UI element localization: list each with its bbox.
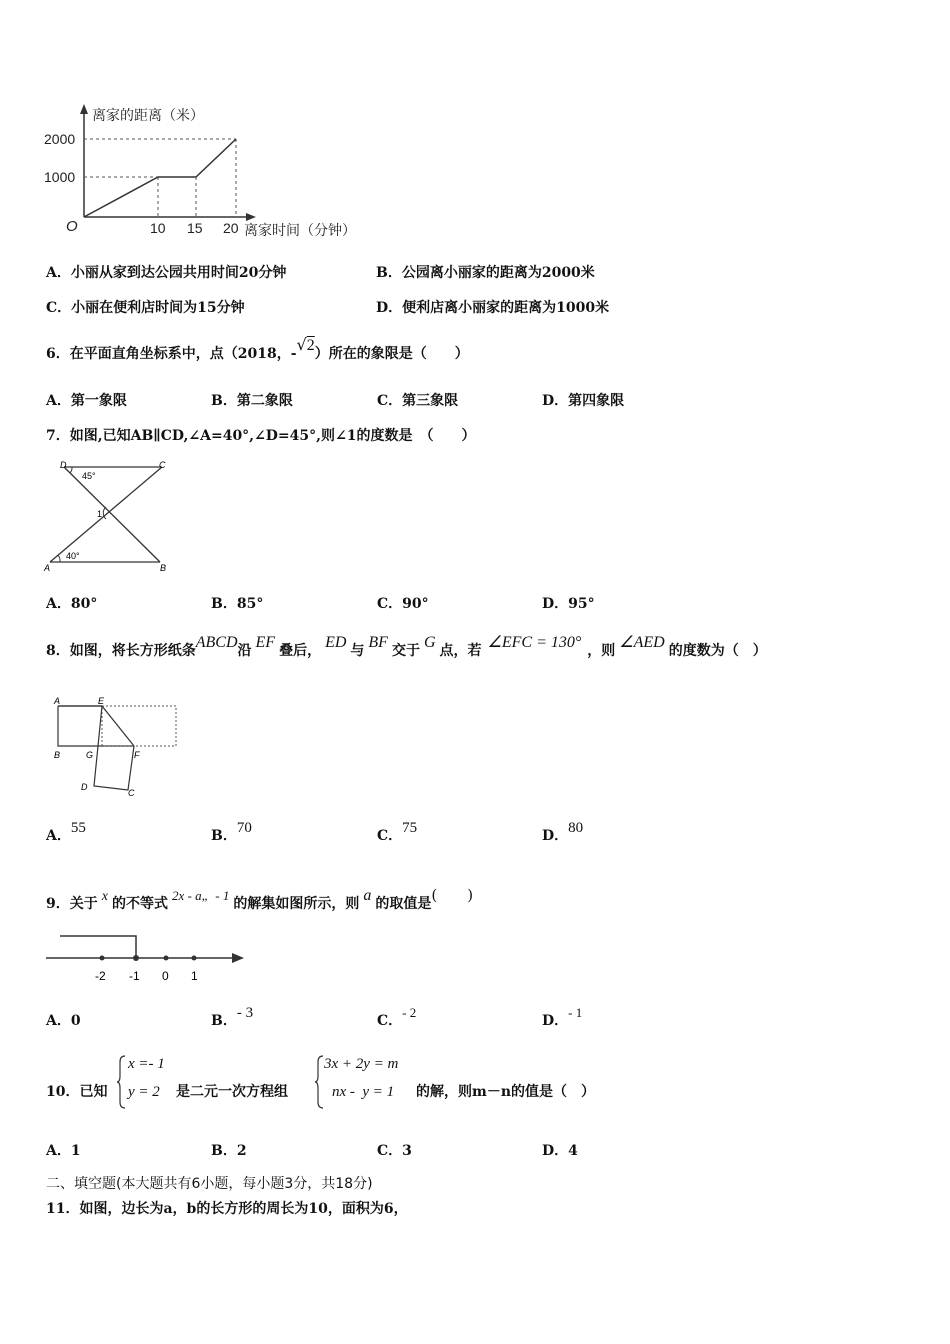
- q7-option-c[interactable]: C．90°: [377, 596, 429, 612]
- q8-text-3: 叠后，: [279, 643, 322, 659]
- q10-sys2-eq2: nx - y = 1: [332, 1084, 395, 1100]
- label-a: A: [44, 563, 51, 573]
- q9-option-a-letter: A．: [46, 1013, 71, 1029]
- q6-radical: 2: [306, 337, 315, 354]
- label-c: C: [159, 460, 166, 470]
- label-b: B: [160, 563, 167, 573]
- q7-figure: [42, 458, 172, 578]
- tick-neg2: -2: [95, 969, 106, 983]
- q8-option-c[interactable]: [377, 820, 418, 845]
- q9-inequality: 2x - a„ - 1: [171, 888, 230, 903]
- q10-middle: 是二元一次方程组: [176, 1084, 288, 1100]
- strip-outline: [58, 706, 134, 746]
- q9-stem: [46, 886, 474, 913]
- x-tick-10: 10: [150, 220, 166, 236]
- q7-option-a[interactable]: A．80°: [46, 596, 98, 612]
- q8-math-efc: ∠EFC = 130°: [487, 634, 582, 651]
- q8-text-2: 沿: [237, 643, 252, 659]
- q6-stem-b: ）所在的象限是（ ）: [314, 346, 469, 362]
- label-c: C: [128, 788, 135, 798]
- distance-line: [84, 139, 236, 217]
- strip-dotted-part: [102, 706, 176, 746]
- origin-label: O: [66, 218, 78, 235]
- x-axis-arrow-icon: [246, 213, 256, 221]
- q9-text-3: 的解集如图所示，则: [233, 896, 360, 912]
- q9-option-c[interactable]: [377, 1005, 417, 1030]
- y-tick-2000: 2000: [44, 131, 76, 147]
- q8-stem: [46, 634, 767, 660]
- q8-option-b-value: 70: [236, 820, 252, 836]
- point-neg1: [133, 955, 139, 961]
- q8-text-6: 点，若: [439, 643, 482, 659]
- q6-stem-a: 6．在平面直角坐标系中，点（2018，-: [46, 346, 297, 362]
- q6-option-b[interactable]: B．第二象限: [211, 393, 293, 409]
- q8-text-7: ，则: [587, 643, 616, 659]
- q8-option-d-value: 80: [568, 820, 584, 836]
- q9-option-c-letter: C．: [377, 1013, 403, 1029]
- q7-option-b[interactable]: B．85°: [211, 596, 264, 612]
- q8-math-abcd: ABCD: [195, 634, 238, 651]
- label-45: 45°: [82, 471, 96, 481]
- tick-neg1: -1: [129, 969, 140, 983]
- q10-option-d[interactable]: D．4: [542, 1143, 578, 1159]
- label-angle-1: 1: [97, 509, 103, 519]
- q8-option-d-letter: D．: [542, 828, 569, 844]
- q9-text-1: 9．关于: [46, 896, 98, 912]
- label-e: E: [98, 696, 105, 706]
- q10-option-c[interactable]: C．3: [377, 1143, 412, 1159]
- q8-text-8: 的度数为（ ）: [668, 643, 767, 659]
- q8-figure: [50, 694, 182, 798]
- y-tick-1000: 1000: [44, 169, 76, 185]
- q5-option-a[interactable]: A．小丽从家到达公园共用时间20分钟: [46, 265, 287, 281]
- q9-option-b[interactable]: [211, 1005, 254, 1030]
- section-heading: 二、填空题(本大题共有6小题，每小题3分，共18分): [46, 1176, 373, 1192]
- q9-text-2: 的不等式: [111, 896, 168, 912]
- q8-option-a-letter: A．: [46, 828, 71, 844]
- point-0: [164, 956, 169, 961]
- x-axis-label: 离家时间（分钟）: [244, 222, 356, 238]
- q9-number-line: [44, 930, 250, 986]
- q10-suffix: 的解，则m－n的值是（ ）: [416, 1084, 595, 1100]
- q9-option-b-value: - 3: [236, 1005, 254, 1021]
- label-a: A: [54, 696, 61, 706]
- q9-option-d[interactable]: [542, 1005, 583, 1030]
- label-b: B: [54, 750, 61, 760]
- q5-option-c[interactable]: C．小丽在便利店时间为15分钟: [46, 300, 245, 316]
- q8-option-c-value: 75: [402, 820, 418, 836]
- q8-option-a[interactable]: [46, 820, 86, 845]
- q8-text-4: 与: [350, 643, 365, 659]
- q7-option-d[interactable]: D．95°: [542, 596, 595, 612]
- q10-sys2-eq1: 3x + 2y = m: [324, 1056, 399, 1072]
- number-axis-arrow-icon: [232, 953, 244, 963]
- q7-stem: 7．如图,已知AB∥CD,∠A=40°,∠D=45°,则∠1的度数是 （ ）: [46, 428, 476, 444]
- solution-bracket: [60, 936, 136, 958]
- left-brace-icon: [314, 1054, 324, 1110]
- tick-0: 0: [162, 969, 169, 983]
- left-brace-icon: [116, 1054, 126, 1110]
- angle-a-arc: [58, 555, 60, 562]
- q9-paren: ( ): [431, 886, 474, 904]
- q8-option-b-letter: B．: [211, 828, 237, 844]
- q9-option-a-value: 0: [70, 1013, 81, 1029]
- q9-option-d-value: - 1: [568, 1005, 583, 1020]
- q6-option-c[interactable]: C．第三象限: [377, 393, 459, 409]
- q10-system-1: [116, 1054, 172, 1110]
- x-tick-20: 20: [223, 220, 239, 236]
- y-axis-label: 离家的距离（米）: [92, 107, 204, 123]
- x-tick-15: 15: [187, 220, 203, 236]
- label-g: G: [86, 750, 94, 760]
- label-40: 40°: [66, 551, 80, 561]
- q8-option-b[interactable]: [211, 820, 252, 845]
- point-1: [192, 956, 197, 961]
- sqrt-icon: √2: [296, 335, 315, 354]
- q6-stem: [46, 335, 469, 363]
- q8-option-c-letter: C．: [377, 828, 403, 844]
- q6-option-d[interactable]: D．第四象限: [542, 393, 625, 409]
- q10-option-a[interactable]: A．1: [46, 1143, 81, 1159]
- q9-option-a[interactable]: [46, 1010, 81, 1030]
- q8-math-g: G: [423, 634, 436, 651]
- q8-option-d[interactable]: [542, 820, 584, 845]
- q8-math-bf: BF: [368, 634, 388, 651]
- angle-d-arc: [70, 467, 72, 473]
- q5-option-b[interactable]: B．公园离小丽家的距离为2000米: [376, 265, 595, 281]
- q9-option-d-letter: D．: [542, 1013, 569, 1029]
- y-axis-arrow-icon: [80, 104, 88, 114]
- q10-prefix: 10．已知: [46, 1084, 108, 1100]
- q11-stem: 11．如图，边长为a，b的长方形的周长为10，面积为6，: [46, 1201, 408, 1217]
- q10-system-2: [314, 1054, 414, 1110]
- q10-option-b[interactable]: B．2: [211, 1143, 247, 1159]
- q9-var-a: a: [363, 887, 372, 904]
- q9-var-x: x: [101, 889, 108, 904]
- label-d: D: [81, 782, 88, 792]
- q9-option-c-value: - 2: [402, 1005, 417, 1020]
- folded-part: [94, 706, 134, 790]
- point-neg2: [100, 956, 105, 961]
- q6-option-a[interactable]: A．第一象限: [46, 393, 127, 409]
- q8-text-1: 8．如图，将长方形纸条: [46, 643, 196, 659]
- q8-math-ed: ED: [325, 634, 347, 651]
- fold-ef: [102, 706, 134, 746]
- q8-text-5: 交于: [391, 643, 420, 659]
- q10-sys1-eq2: y = 2: [128, 1084, 160, 1100]
- q10-sys1-eq1: x =- 1: [128, 1056, 165, 1072]
- q9-text-4: 的取值是: [375, 896, 432, 912]
- label-f: F: [134, 750, 140, 760]
- q8-math-aed: ∠AED: [619, 634, 665, 651]
- q8-option-a-value: 55: [70, 820, 86, 836]
- distance-time-graph: [40, 100, 380, 245]
- q5-option-d[interactable]: D．便利店离小丽家的距离为1000米: [376, 300, 610, 316]
- q9-option-b-letter: B．: [211, 1013, 237, 1029]
- q8-math-ef: EF: [255, 634, 276, 651]
- label-d: D: [60, 460, 67, 470]
- tick-1: 1: [191, 969, 198, 983]
